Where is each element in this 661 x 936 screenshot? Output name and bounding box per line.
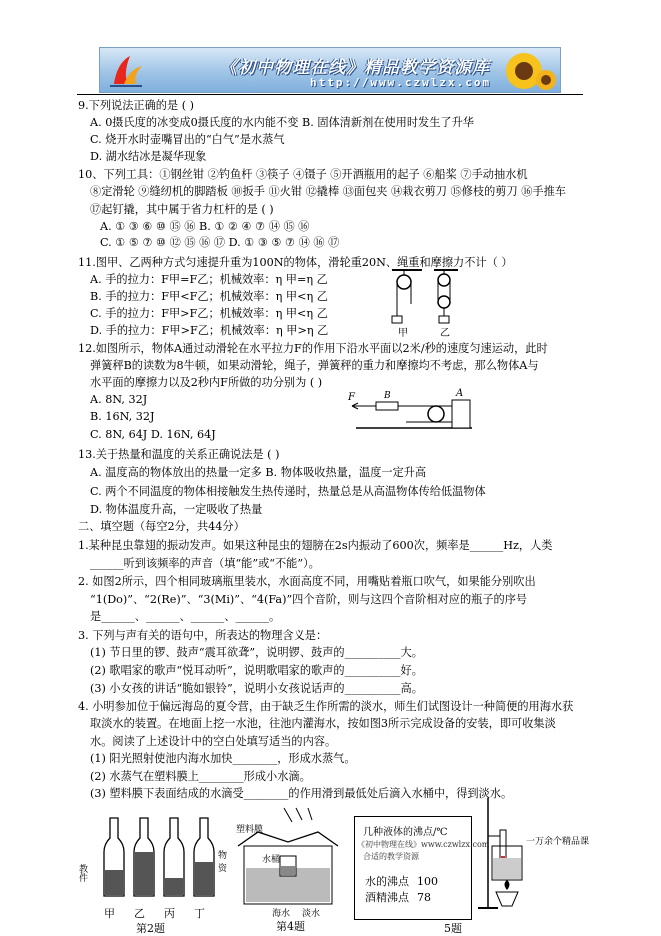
text-line-l23: C. 两个不同温度的物体相接触发生热传递时，热量总是从高温物体传给低温物体 [90, 485, 486, 498]
table-cell: 水的沸点 [365, 875, 409, 888]
label-seawater: 海水 [272, 909, 291, 919]
label-B: B [384, 391, 391, 401]
bottle-side-left: 教件 [77, 864, 87, 882]
pulley-figure [382, 268, 462, 340]
text-line-l18: A. 8N, 32J [90, 393, 148, 406]
label-F: F [348, 392, 355, 403]
text-line-l10: 11.图甲、乙两种方式匀速提升重为100N的物体，滑轮重20N、绳重和摩擦力不计（ ） [78, 256, 513, 269]
bottle-label-1: 乙 [134, 907, 145, 920]
text-line-l20: C. 8N, 64J D. 16N, 64J [90, 428, 216, 441]
bottle-label-0: 甲 [104, 907, 115, 920]
table-cell: 100 [417, 874, 438, 888]
bottles-figure [77, 808, 230, 908]
text-line-l29: “1(Do)”、“2(Re)”、“3(Mi)”、“4(Fa)”四个音阶，则与这四个音阶相对应的瓶子的序号 [90, 593, 528, 606]
text-line-l40: (3) 塑料膜下表面结成的水滴受________的作用滑到最低处后滴入水桶中，得到淡水。 [90, 787, 513, 800]
text-line-l30: 是______、______、______、______。 [90, 610, 281, 623]
header-rule [77, 94, 583, 95]
text-line-l35: 4. 小明参加位于偏远海岛的夏令营，由于缺乏生作所需的淡水，师生们试图设计一种简便的用海水获 [78, 700, 574, 713]
fig2-caption: 第2题 [136, 922, 165, 935]
boiling-point-box [354, 816, 490, 920]
label-bucket: 水桶 [262, 855, 281, 865]
table-row [361, 889, 442, 905]
text-line-l27: ______听到该频率的声音（填“能”或“不能”）。 [90, 557, 320, 570]
sunflower-icon [494, 50, 554, 92]
text-line-l31: 3. 下列与声有关的语句中，所表达的物理含义是： [78, 629, 328, 642]
text-line-l26: 1.某种昆虫靠翅的振动发声。如果这种昆虫的翅膀在2s内振动了600次，频率是______Hz，人类 [78, 539, 553, 552]
distillation-figure [474, 796, 532, 918]
text-line-l03: C. 烧开水时壶嘴冒出的“白气”是水蒸气 [90, 133, 285, 146]
text-line-l01: 9.下列说法正确的是 ( ) [78, 99, 195, 112]
table-row [361, 873, 442, 889]
header-banner [99, 47, 561, 93]
label-jia: 甲 [398, 328, 408, 339]
fig4-caption: 第4题 [276, 920, 305, 933]
bottle-side-right: 物资 [218, 851, 228, 874]
text-line-l05: 10、下列工具：①钢丝钳 ②钓鱼杆 ③筷子 ④镊子 ⑤开酒瓶用的起子 ⑥船桨 ⑦手动抽水机 [78, 168, 528, 181]
banner-title: 《初中物理在线》精品教学资源库 [220, 58, 490, 78]
text-line-l07: ⑰起钉撬，其中属于省力杠杆的是 ( ) [90, 203, 274, 216]
text-line-l11: A. 手的拉力：F甲=F乙；机械效率：η 甲=η 乙 [90, 273, 328, 286]
watermark-text-2: 合适的教学资源 [363, 852, 419, 861]
text-line-l36: 取淡水的装置。在地面上挖一水池，往池内灌海水，按如图3所示完成设备的安装，即可收集淡 [90, 717, 556, 730]
text-line-l04: D. 湖水结冰是凝华现象 [90, 150, 207, 163]
text-line-l14: D. 手的拉力：F甲>F乙；机械效率：η 甲>η 乙 [90, 324, 329, 337]
bottle-label-2: 丙 [164, 907, 175, 920]
text-line-l38: (1) 阳光照射使池内海水加快________，形成水蒸气。 [90, 752, 356, 765]
bottle-label-3: 丁 [194, 907, 205, 920]
site-logo-icon [106, 52, 146, 90]
text-line-l13: C. 手的拉力：F甲>F乙；机械效率：η 甲<η 乙 [90, 307, 328, 320]
text-line-l25: 二、填空题（每空2分，共44分） [78, 520, 245, 533]
boiling-title: 几种液体的沸点/℃ [363, 827, 448, 838]
text-line-l28: 2. 如图2所示，四个相同玻璃瓶里装水，水面高度不同，用嘴贴着瓶口吹气，如果能分别吹出 [78, 575, 536, 588]
boiling-table [361, 873, 442, 905]
text-line-l22: A. 温度高的物体放出的热量一定多 B. 物体吸收热量，温度一定升高 [90, 466, 427, 479]
label-A: A [456, 388, 464, 399]
text-line-l37: 水。阅读了上述设计中的空白处填写适当的内容。 [90, 735, 337, 748]
table-cell: 酒精沸点 [365, 891, 409, 904]
watermark-text: 《初中物理在线》www.czwlzx.com [357, 840, 490, 849]
label-freshwater: 淡水 [302, 909, 321, 919]
text-line-l17: 水平面的摩擦力以及2秒内F所做的功分别为 ( ) [90, 376, 323, 389]
text-line-l24: D. 物体温度升高，一定吸收了热量 [90, 503, 263, 516]
text-line-l33: (2) 歌唱家的歌声“悦耳动听”，说明歌唱家的歌声的__________好。 [90, 664, 423, 677]
side-ad: 一万余个精品课 [526, 837, 590, 847]
table-cell: 78 [417, 890, 431, 904]
label-yi: 乙 [440, 328, 450, 339]
text-line-l09: C. ① ⑤ ⑦ ⑩ ⑫ ⑮ ⑯ ⑰ D. ① ③ ⑤ ⑦ ⑭ ⑯ ⑰ [100, 236, 340, 249]
text-line-l12: B. 手的拉力：F甲<F乙；机械效率：η 甲<η 乙 [90, 290, 328, 303]
text-line-l08: A. ① ③ ⑥ ⑩ ⑮ ⑯ B. ① ② ④ ⑦ ⑭ ⑮ ⑯ [100, 220, 310, 233]
horizontal-pulley-figure [346, 386, 476, 438]
text-line-l15: 12.如图所示，物体A通过动滑轮在水平拉力F的作用下沿水平面以2米/秒的速度匀速运动，此时 [78, 342, 548, 355]
text-line-l06: ⑧定滑轮 ⑨缝纫机的脚踏板 ⑩扳手 ⑪火钳 ⑫撬棒 ⑬面包夹 ⑭栽衣剪刀 ⑮修枝的剪刀 ⑯手推车 [90, 185, 566, 198]
text-line-l32: (1) 节日里的锣、鼓声“震耳欲聋”，说明锣、鼓声的__________大。 [90, 646, 423, 659]
banner-url[interactable]: http://www.czwlzx.com [310, 76, 492, 89]
text-line-l21: 13.关于热量和温度的关系正确说法是 ( ) [78, 448, 280, 461]
text-line-l02: A. 0摄氏度的冰变成0摄氏度的水内能不变 B. 固体清新剂在使用时发生了升华 [90, 116, 474, 129]
label-plastic: 塑料膜 [236, 825, 264, 835]
text-line-l34: (3) 小女孩的讲话“脆如银铃”，说明小女孩说话声的__________高。 [90, 682, 423, 695]
text-line-l39: (2) 水蒸气在塑料膜上________形成小水滴。 [90, 770, 311, 783]
text-line-l16: 弹簧秤B的读数为8牛顿，如果动滑轮，绳子，弹簧秤的重力和摩擦均不考虑，那么物体A与 [90, 359, 539, 372]
text-line-l19: B. 16N, 32J [90, 410, 155, 423]
fig5-caption: 5题 [444, 922, 462, 935]
